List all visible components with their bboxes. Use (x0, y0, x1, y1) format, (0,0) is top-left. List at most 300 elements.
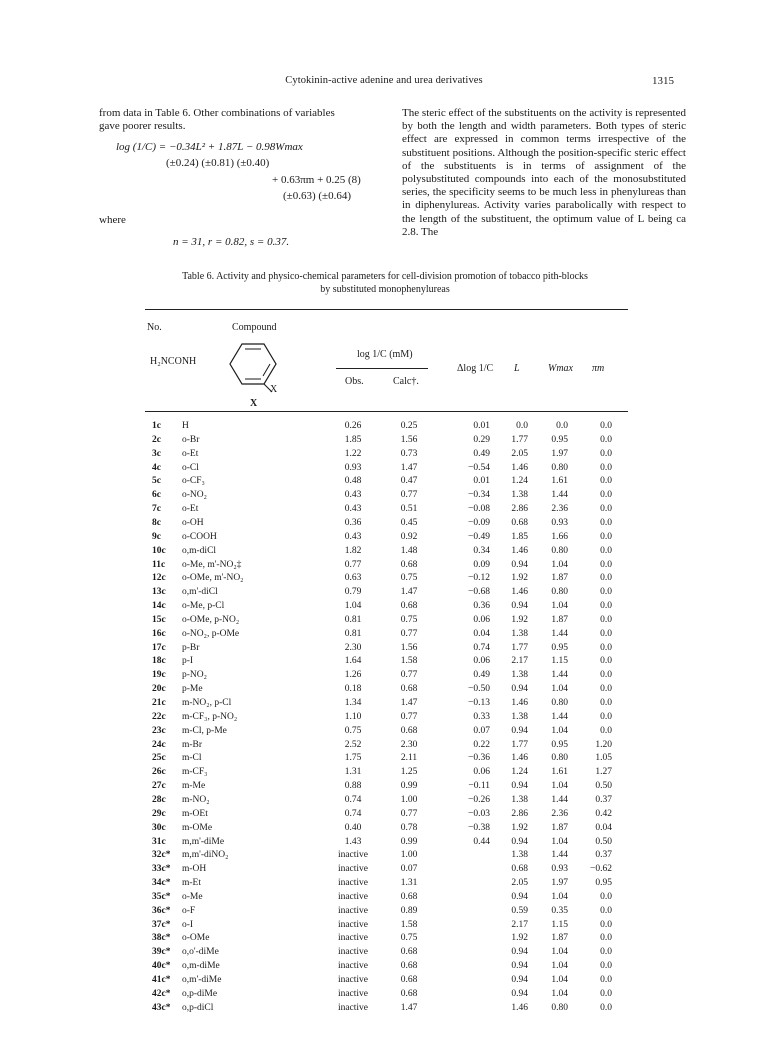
row-obs: inactive (337, 961, 369, 972)
row-delta-log: −0.09 (468, 517, 490, 528)
row-substituent: o-COOH (182, 531, 217, 542)
table-top-rule (145, 309, 628, 310)
row-calc: 0.68 (400, 601, 418, 612)
row-wmax: 1.44 (551, 490, 568, 501)
row-wmax: 1.04 (551, 836, 568, 847)
row-wmax: 1.87 (551, 933, 568, 944)
header-delta-log: Δlog 1/C (457, 363, 494, 374)
row-L: 2.86 (511, 504, 528, 515)
row-L: 1.92 (511, 614, 528, 625)
header-x: X (250, 398, 258, 409)
row-number: 16c (152, 628, 166, 639)
row-number: 11c (152, 559, 166, 570)
row-calc: 0.68 (400, 988, 418, 999)
row-delta-log: −0.03 (468, 808, 490, 819)
row-calc: 0.73 (400, 448, 418, 459)
row-number: 27c (152, 781, 166, 792)
row-number: 18c (152, 656, 166, 667)
table-row (0, 503, 768, 516)
row-obs: 2.30 (344, 642, 362, 653)
row-delta-log: 0.07 (473, 725, 490, 736)
header-obs: Obs. (345, 376, 364, 387)
row-L: 1.38 (511, 670, 528, 681)
row-L: 0.59 (511, 905, 528, 916)
table-row (0, 489, 768, 502)
row-substituent: o-Et (182, 504, 199, 515)
row-number: 40c* (152, 961, 171, 972)
row-wmax: 0.80 (551, 1002, 568, 1013)
row-number: 32c* (152, 850, 171, 861)
row-substituent: o,m'-diCl (182, 587, 218, 598)
header-no: No. (147, 322, 162, 333)
row-L: 1.77 (511, 642, 528, 653)
row-delta-log: −0.13 (468, 698, 490, 708)
row-calc: 0.45 (400, 517, 418, 528)
row-obs: inactive (337, 933, 369, 944)
row-obs: 1.64 (344, 656, 362, 667)
row-delta-log: −0.49 (468, 531, 490, 542)
row-L: 1.92 (511, 822, 528, 833)
row-calc: 1.47 (400, 462, 418, 473)
row-obs: inactive (337, 947, 369, 958)
row-number: 2c (152, 434, 161, 445)
row-L: 1.24 (511, 476, 528, 487)
row-wmax: 1.44 (551, 794, 568, 805)
row-calc: 0.77 (400, 711, 418, 722)
equation-error-line: (±0.63) (±0.64) (283, 190, 351, 202)
row-number: 42c* (152, 988, 171, 999)
row-pim: 0.0 (600, 545, 612, 556)
row-calc: 0.75 (400, 614, 418, 625)
row-obs: 2.52 (344, 739, 362, 750)
row-wmax: 0.95 (551, 434, 568, 445)
table-row (0, 600, 768, 613)
row-substituent: m-CF₃, p-NO₂ (182, 711, 238, 722)
row-L: 1.24 (511, 767, 528, 778)
row-substituent: p-Me (182, 684, 203, 695)
row-calc: 1.48 (400, 545, 418, 556)
row-delta-log: −0.34 (468, 490, 490, 501)
row-calc: 2.30 (400, 739, 418, 750)
row-pim: 0.0 (600, 421, 612, 431)
table-row (0, 420, 768, 433)
row-delta-log: 0.74 (473, 642, 490, 653)
table-row (0, 545, 768, 558)
row-L: 0.94 (511, 988, 528, 999)
row-pim: 1.20 (595, 739, 612, 750)
row-obs: 1.31 (344, 767, 362, 778)
row-pim: 0.0 (600, 504, 612, 515)
row-number: 23c (152, 725, 166, 736)
row-pim: 0.42 (595, 808, 612, 819)
row-wmax: 1.15 (551, 919, 568, 930)
row-calc: 0.68 (400, 975, 418, 985)
row-delta-log: 0.33 (473, 711, 490, 722)
row-pim: 0.0 (600, 919, 612, 930)
row-L: 1.46 (511, 587, 528, 598)
row-obs: inactive (337, 988, 369, 999)
row-number: 1c (152, 421, 161, 431)
row-delta-log: 0.04 (473, 628, 490, 639)
row-number: 15c (152, 614, 166, 625)
row-obs: inactive (337, 864, 369, 875)
row-calc: 1.47 (400, 1002, 418, 1013)
row-pim: 0.0 (600, 711, 612, 722)
row-calc: 0.68 (400, 891, 418, 902)
row-obs: 1.82 (344, 545, 362, 556)
row-wmax: 0.35 (551, 905, 568, 916)
row-substituent: o-Br (182, 434, 200, 445)
equation-line: log (1/C) = −0.34L² + 1.87L − 0.98Wmax (116, 141, 303, 153)
row-substituent: m-OH (182, 864, 207, 875)
table-row (0, 711, 768, 724)
row-obs: 0.43 (344, 490, 362, 501)
row-obs: inactive (337, 891, 369, 902)
row-number: 34c* (152, 878, 171, 889)
row-calc: 1.25 (400, 767, 418, 778)
row-substituent: m-Et (182, 878, 201, 889)
row-delta-log: −0.50 (468, 684, 490, 695)
row-L: 1.77 (511, 739, 528, 750)
table-row (0, 697, 768, 710)
row-L: 1.46 (511, 462, 528, 473)
row-L: 2.17 (511, 656, 528, 667)
row-pim: 0.0 (600, 490, 612, 501)
table-row (0, 808, 768, 821)
header-compound: Compound (232, 322, 277, 333)
row-substituent: o,m'-diMe (182, 975, 222, 985)
row-L: 1.85 (511, 531, 528, 542)
table-row (0, 642, 768, 655)
row-L: 0.94 (511, 684, 528, 695)
table-row (0, 531, 768, 544)
row-pim: 0.0 (600, 891, 612, 902)
table-row (0, 586, 768, 599)
row-obs: 1.43 (344, 836, 362, 847)
row-substituent: H (182, 421, 189, 431)
row-calc: 0.77 (400, 490, 418, 501)
row-number: 4c (152, 462, 161, 473)
caption-line: Table 6. Activity and physico-chemical parameters for cell-division promotion of tobacco pith-blocks (182, 271, 588, 282)
row-substituent: o-Et (182, 448, 199, 459)
header-L: L (514, 363, 520, 374)
row-wmax: 1.04 (551, 559, 568, 570)
row-obs: 0.43 (344, 531, 362, 542)
row-wmax: 1.04 (551, 684, 568, 695)
row-calc: 0.89 (400, 905, 418, 916)
header-wmax: Wmax (548, 363, 573, 374)
row-L: 0.94 (511, 947, 528, 958)
row-number: 43c* (152, 1002, 171, 1013)
row-number: 35c* (152, 891, 171, 902)
row-wmax: 1.44 (551, 628, 568, 639)
row-obs: 0.75 (344, 725, 362, 736)
row-L: 2.05 (511, 448, 528, 459)
row-calc: 0.51 (400, 504, 418, 515)
row-number: 3c (152, 448, 161, 459)
row-obs: inactive (337, 975, 369, 985)
row-L: 1.38 (511, 490, 528, 501)
row-substituent: m-CF₃ (182, 767, 208, 778)
row-wmax: 1.97 (551, 448, 568, 459)
row-substituent: p-Br (182, 642, 200, 653)
row-delta-log: −0.68 (468, 587, 490, 598)
where-label: where (99, 214, 126, 226)
row-delta-log: 0.09 (473, 559, 490, 570)
row-calc: 0.77 (400, 808, 418, 819)
row-calc: 1.58 (400, 656, 418, 667)
row-wmax: 1.15 (551, 656, 568, 667)
row-number: 17c (152, 642, 166, 653)
row-substituent: o-OMe (182, 933, 210, 944)
row-wmax: 0.93 (551, 517, 568, 528)
row-pim: 0.04 (595, 822, 612, 833)
row-delta-log: −0.36 (468, 753, 490, 764)
row-substituent: m,m'-diNO₂ (182, 850, 229, 861)
row-L: 0.94 (511, 891, 528, 902)
row-obs: inactive (337, 878, 369, 889)
row-substituent: o-OMe, p-NO₂ (182, 614, 240, 625)
row-delta-log: 0.49 (473, 670, 490, 681)
table-row (0, 863, 768, 876)
row-L: 1.92 (511, 573, 528, 584)
row-number: 13c (152, 587, 166, 598)
row-number: 14c (152, 601, 166, 612)
row-calc: 0.07 (400, 864, 418, 875)
row-number: 21c (152, 698, 166, 708)
row-delta-log: 0.29 (473, 434, 490, 445)
row-delta-log: −0.38 (468, 822, 490, 833)
table-row (0, 655, 768, 668)
table-caption (130, 270, 640, 296)
row-L: 1.38 (511, 628, 528, 639)
row-wmax: 1.44 (551, 711, 568, 722)
row-pim: 1.05 (595, 753, 612, 764)
row-substituent: o-OH (182, 517, 204, 528)
row-wmax: 0.80 (551, 587, 568, 598)
row-pim: 0.95 (595, 878, 612, 889)
row-obs: inactive (337, 905, 369, 916)
row-wmax: 1.66 (551, 531, 568, 542)
structure-label: H₂NCONH (150, 356, 197, 367)
row-L: 0.68 (511, 864, 528, 875)
row-substituent: p-NO₂ (182, 670, 207, 681)
table-row (0, 891, 768, 904)
left-text-line: from data in Table 6. Other combinations of variables (99, 107, 335, 119)
row-number: 7c (152, 504, 161, 515)
row-L: 0.94 (511, 781, 528, 792)
row-number: 22c (152, 711, 166, 722)
row-substituent: p-I (182, 656, 194, 667)
row-pim: 0.50 (595, 836, 612, 847)
row-calc: 0.68 (400, 725, 418, 736)
row-number: 38c* (152, 933, 171, 944)
table-row (0, 794, 768, 807)
row-L: 0.94 (511, 975, 528, 985)
table-header-rule (145, 411, 628, 412)
row-wmax: 1.04 (551, 601, 568, 612)
row-obs: 0.77 (344, 559, 362, 570)
row-calc: 0.78 (400, 822, 418, 833)
row-substituent: o,o'-diMe (182, 947, 219, 958)
row-calc: 0.99 (400, 836, 418, 847)
header-pim: πm (592, 363, 605, 374)
row-substituent: o-Me, m'-NO₂‡ (182, 559, 242, 570)
row-obs: 1.85 (344, 434, 362, 445)
row-L: 2.05 (511, 878, 528, 889)
row-calc: 0.25 (400, 421, 418, 431)
row-number: 9c (152, 531, 161, 542)
row-obs: 0.48 (344, 476, 362, 487)
table-row (0, 974, 768, 987)
table-row (0, 448, 768, 461)
row-calc: 1.47 (400, 698, 418, 708)
row-substituent: o-F (182, 905, 196, 916)
row-obs: 0.81 (344, 628, 362, 639)
row-obs: inactive (337, 1002, 369, 1013)
row-number: 41c* (152, 975, 171, 985)
row-calc: 1.00 (400, 850, 418, 861)
page-number: 1315 (652, 75, 674, 87)
row-pim: 0.50 (595, 781, 612, 792)
row-pim: 0.0 (600, 933, 612, 944)
header-log-c: log 1/C (mM) (357, 349, 413, 360)
row-calc: 1.58 (400, 919, 418, 930)
row-delta-log: 0.06 (473, 614, 490, 625)
table-row (0, 960, 768, 973)
row-delta-log: 0.01 (473, 421, 490, 431)
row-L: 0.94 (511, 601, 528, 612)
row-substituent: o,p-diCl (182, 1002, 214, 1013)
table-row (0, 1002, 768, 1015)
table-row (0, 725, 768, 738)
row-substituent: m-NO₂ (182, 794, 210, 805)
row-delta-log: 0.49 (473, 448, 490, 459)
row-pim: 0.0 (600, 656, 612, 667)
equation-error-line: (±0.24) (±0.81) (±0.40) (166, 157, 270, 169)
row-delta-log: −0.54 (468, 462, 490, 473)
row-number: 10c (152, 545, 166, 556)
row-substituent: o-CF₃ (182, 476, 205, 487)
table-row (0, 628, 768, 641)
row-wmax: 0.80 (551, 545, 568, 556)
header-calc: Calc†. (393, 376, 419, 387)
row-wmax: 1.61 (551, 476, 568, 487)
row-pim: 0.0 (600, 476, 612, 487)
row-calc: 0.47 (400, 476, 418, 487)
row-delta-log: 0.34 (473, 545, 490, 556)
row-calc: 0.68 (400, 947, 418, 958)
running-head-title: Cytokinin-active adenine and urea derivatives (285, 75, 483, 86)
caption-line: by substituted monophenylureas (320, 284, 450, 295)
row-substituent: m-OMe (182, 822, 213, 833)
row-L: 1.38 (511, 794, 528, 805)
row-delta-log: 0.06 (473, 656, 490, 667)
row-pim: 0.0 (600, 642, 612, 653)
row-L: 1.38 (511, 850, 528, 861)
header-span-rule (336, 368, 428, 369)
row-L: 1.46 (511, 545, 528, 556)
row-substituent: m,m'-diMe (182, 836, 225, 847)
row-pim: 0.0 (600, 601, 612, 612)
row-obs: 1.75 (344, 753, 362, 764)
row-obs: 1.22 (344, 448, 362, 459)
row-wmax: 1.87 (551, 573, 568, 584)
row-wmax: 1.87 (551, 822, 568, 833)
row-number: 12c (152, 573, 166, 584)
row-obs: 0.81 (344, 614, 362, 625)
right-column (402, 107, 686, 239)
row-wmax: 1.61 (551, 767, 568, 778)
row-pim: 0.37 (595, 850, 612, 861)
row-pim: 0.0 (600, 684, 612, 695)
row-wmax: 0.80 (551, 462, 568, 473)
table-row (0, 919, 768, 932)
row-calc: 1.31 (400, 878, 418, 889)
row-obs: 0.43 (344, 504, 362, 515)
table-row (0, 475, 768, 488)
row-number: 30c (152, 822, 166, 833)
row-number: 28c (152, 794, 166, 805)
row-substituent: o-I (182, 919, 194, 930)
row-substituent: o-Me, p-Cl (182, 601, 225, 612)
row-pim: 0.0 (600, 670, 612, 681)
row-obs: 0.40 (344, 822, 362, 833)
row-pim: 1.27 (595, 767, 612, 778)
table-row (0, 752, 768, 765)
row-pim: 0.0 (600, 517, 612, 528)
row-number: 8c (152, 517, 161, 528)
row-obs: 1.34 (344, 698, 362, 708)
row-L: 1.77 (511, 434, 528, 445)
row-number: 36c* (152, 905, 171, 916)
row-obs: 0.63 (344, 573, 362, 584)
row-pim: 0.0 (600, 961, 612, 972)
table-row (0, 988, 768, 1001)
row-number: 19c (152, 670, 166, 681)
row-pim: 0.0 (600, 434, 612, 445)
row-L: 0.94 (511, 961, 528, 972)
row-substituent: m-Br (182, 739, 203, 750)
table-row (0, 946, 768, 959)
row-pim: 0.37 (595, 794, 612, 805)
row-number: 6c (152, 490, 161, 501)
row-wmax: 2.36 (551, 504, 568, 515)
row-obs: 0.79 (344, 587, 362, 598)
row-calc: 1.47 (400, 587, 418, 598)
row-L: 2.17 (511, 919, 528, 930)
row-pim: 0.0 (600, 614, 612, 625)
table-row (0, 683, 768, 696)
table-row (0, 434, 768, 447)
table-row (0, 932, 768, 945)
row-pim: 0.0 (600, 531, 612, 542)
table-row (0, 739, 768, 752)
row-delta-log: 0.36 (473, 601, 490, 612)
row-wmax: 1.04 (551, 961, 568, 972)
row-substituent: o,m-diMe (182, 961, 220, 972)
row-wmax: 1.04 (551, 781, 568, 792)
row-calc: 2.11 (400, 753, 418, 764)
row-L: 0.94 (511, 836, 528, 847)
row-number: 5c (152, 476, 161, 487)
regression-stats: n = 31, r = 0.82, s = 0.37. (173, 236, 290, 248)
row-L: 1.46 (511, 753, 528, 764)
row-pim: 0.0 (600, 628, 612, 639)
substituent-x-label: X (270, 384, 278, 395)
row-substituent: m-Cl (182, 753, 202, 764)
row-L: 0.0 (516, 421, 528, 431)
